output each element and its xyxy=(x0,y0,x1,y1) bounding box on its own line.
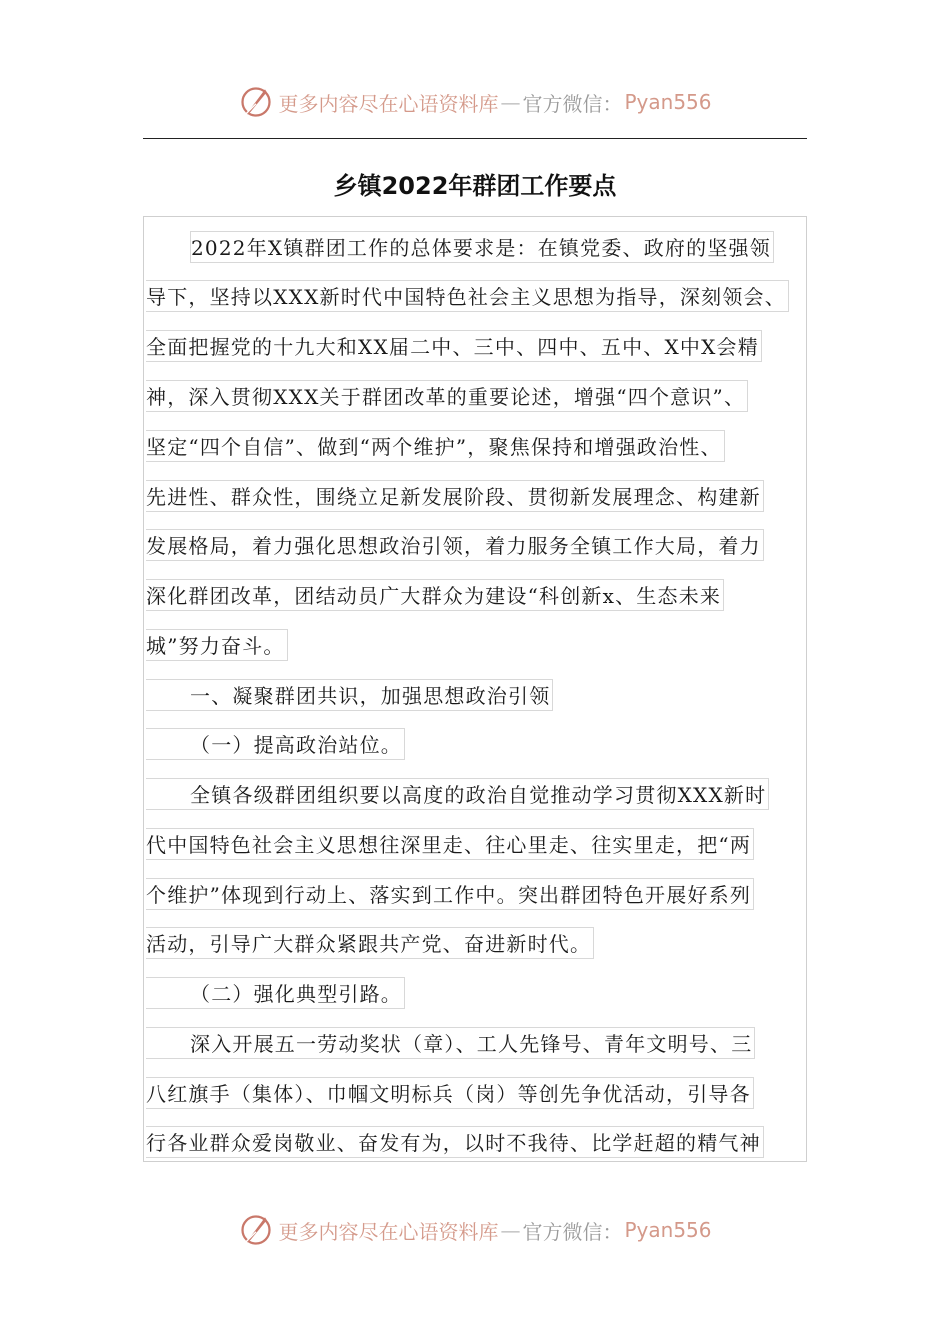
document-title: 乡镇2022年群团工作要点 xyxy=(333,172,617,200)
text-line: 深入开展五一劳动奖状（章）、工人先锋号、青年文明号、三 xyxy=(146,1027,755,1059)
watermark-wechat-id: Pyan556 xyxy=(624,1218,712,1242)
text-line: 代中国特色社会主义思想往深里走、往心里走、往实里走，把“两 xyxy=(146,828,754,860)
text-line: 坚定“四个自信”、做到“两个维护”，聚焦保持和增强政治性、 xyxy=(146,430,725,462)
watermark-header xyxy=(0,84,950,120)
text-line: 导下，坚持以XXX新时代中国特色社会主义思想为指导，深刻领会、 xyxy=(146,280,789,312)
quill-logo-icon xyxy=(238,1212,274,1248)
text-line: 深化群团改革，团结动员广大群众为建设“科创新x、生态未来 xyxy=(146,579,724,611)
text-line: 行各业群众爱岗敬业、奋发有为，以时不我待、比学赶超的精气神 xyxy=(146,1126,764,1158)
text-line: 八红旗手（集体）、巾帼文明标兵（岗）等创先争优活动，引导各 xyxy=(146,1077,754,1109)
quill-logo-icon xyxy=(238,84,274,120)
watermark-sub-text: 官方微信： xyxy=(522,1219,623,1244)
section-heading: 一、凝聚群团共识，加强思想政治引领 xyxy=(146,679,553,711)
text-line: 个维护”体现到行动上、落实到工作中。突出群团特色开展好系列 xyxy=(146,878,754,910)
watermark-dash: — xyxy=(500,90,521,114)
document-body xyxy=(143,216,807,1162)
watermark-main-text: 更多内容尽在心语资料库 xyxy=(278,91,499,116)
watermark-dash: — xyxy=(500,1218,521,1242)
watermark-main-text: 更多内容尽在心语资料库 xyxy=(278,1219,499,1244)
text-line: 发展格局，着力强化思想政治引领，着力服务全镇工作大局，着力 xyxy=(146,529,764,561)
text-line: 全镇各级群团组织要以高度的政治自觉推动学习贯彻XXX新时 xyxy=(146,778,769,810)
header-divider xyxy=(143,138,807,139)
text-line: 活动，引导广大群众紧跟共产党、奋进新时代。 xyxy=(146,927,594,959)
text-line: 先进性、群众性，围绕立足新发展阶段、贯彻新发展理念、构建新 xyxy=(146,480,764,512)
text-line: 城”努力奋斗。 xyxy=(146,629,288,661)
subsection-heading: （二）强化典型引路。 xyxy=(146,977,405,1009)
watermark-wechat-id: Pyan556 xyxy=(624,90,712,114)
text-line: 全面把握党的十九大和XX届二中、三中、四中、五中、X中X会精 xyxy=(146,330,762,362)
text-line: 神，深入贯彻XXX关于群团改革的重要论述，增强“四个意识”、 xyxy=(146,380,748,412)
watermark-footer xyxy=(0,1212,950,1248)
subsection-heading: （一）提高政治站位。 xyxy=(146,728,405,760)
text-line: 2022年X镇群团工作的总体要求是：在镇党委、政府的坚强领 xyxy=(190,231,774,263)
watermark-sub-text: 官方微信： xyxy=(522,91,623,116)
